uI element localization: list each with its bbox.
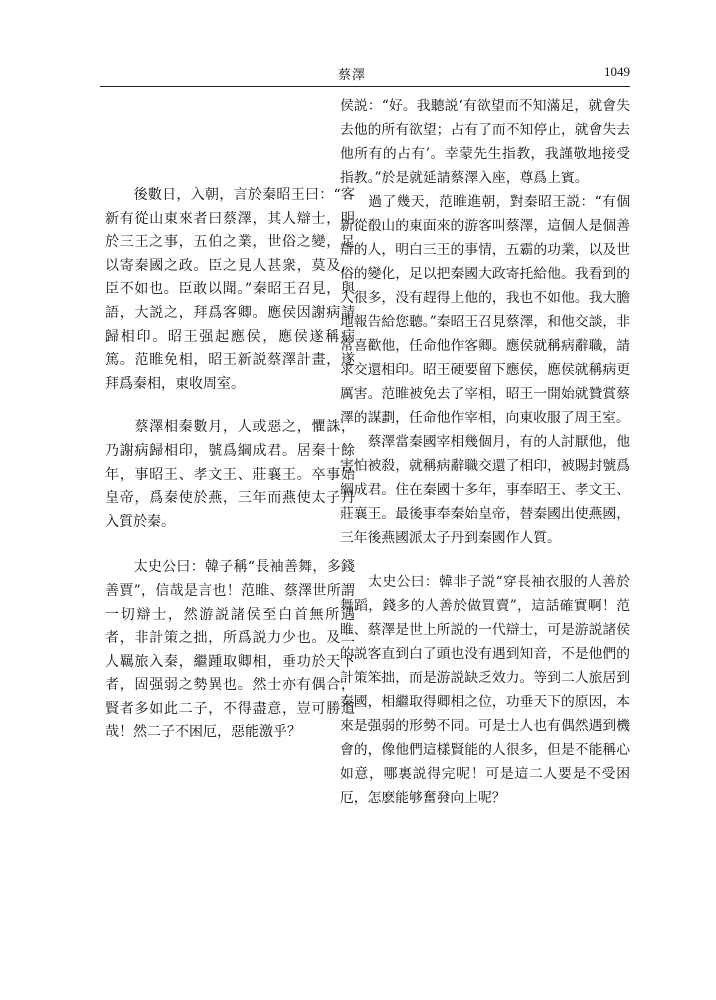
running-title: 蔡澤 (338, 68, 367, 83)
classical-paragraph: 蔡澤相秦數月，人或惡之，懼誅，乃謝病歸相印，號爲綱成君。居秦十餘年，事昭王、孝文王、莊襄王。卒事始皇帝，爲秦使於燕，三年而燕使太子丹入質於秦。 (105, 419, 355, 530)
classical-paragraph: 太史公曰：韓子稱“長袖善舞，多錢善賈”，信哉是言也！范睢、蔡澤世所謂一切辯士，然游説諸侯至白首無所遇者，非計策之拙，所爲説力少也。及二人羈旅入秦，繼踵取卿相，垂功於天下者，固强弱之勢異也。然士亦有偶合，賢者多如此二子，不得盡意，豈可勝道哉！然二子不困厄，惡能激乎？ (105, 559, 355, 741)
translation-paragraph: 侯説：“好。我聽説‘有欲望而不知滿足，就會失去他的所有欲望；占有了而不知停止，就會失去他所有的占有’。幸蒙先生指教，我謹敬地接受指教。”於是就延請蔡澤入座，尊爲上賓。 (340, 98, 630, 186)
classical-paragraph: 後數日，入朝，言於秦昭王曰：“客新有從山東來者曰蔡澤，其人辯士，明於三王之事，五伯之業，世俗之變，足以寄秦國之政。臣之見人甚衆，莫及，臣不如也。臣敢以聞。”秦昭王召見，與語，大説之，拜爲客卿。應侯因謝病請歸相印。昭王强起應侯，應侯遂稱病篤。范睢免相，昭王新説蔡澤計畫，遂拜爲秦相，東收周室。 (105, 187, 355, 392)
translation-column (340, 94, 630, 810)
page-number: 1049 (604, 64, 630, 79)
page-header (100, 64, 630, 84)
translation-paragraph: 太史公曰：韓非子説“穿長袖衣服的人善於舞蹈，錢多的人善於做買賣”，這話確實啊！范睢、蔡澤是世上所説的一代辯士，可是游説諸侯的説客直到白了頭也没有遇到知音，不是他們的計策笨拙，而是游説缺乏效力。等到二人旅居到秦國，相繼取得卿相之位，功垂天下的原因，本來是强弱的形勢不同。可是士人也有偶然遇到機會的，像他們這樣賢能的人很多，但是不能稱心如意，哪裏説得完呢！可是這二人要是不受困厄，怎麽能够奮發向上呢？ (340, 574, 630, 806)
classical-text-column (105, 94, 355, 745)
translation-paragraph: 蔡澤當秦國宰相幾個月，有的人討厭他，他害怕被殺，就稱病辭職交還了相印，被賜封號爲綱成君。住在秦國十多年，事奉昭王、孝文王、莊襄王。最後事奉秦始皇帝，替秦國出使燕國，三年後燕國派太子丹到秦國作人質。 (340, 434, 630, 546)
translation-paragraph: 過了幾天，范睢進朝，對秦昭王説：“有個新從殽山的東面來的游客叫蔡澤，這個人是個善辯的人，明白三王的事情，五霸的功業，以及世俗的變化，足以把秦國大政寄托給他。我看到的人很多，没有趕得上他的，我也不如他。我大膽地報告給您聽。”秦昭王召見蔡澤，和他交談，非常喜歡他，任命他作客卿。應侯就稱病辭職，請求交還相印。昭王硬要留下應侯，應侯就稱病更厲害。范睢被免去了宰相，昭王一開始就贊賞蔡澤的謀劃，任命他作宰相，向東收服了周王室。 (340, 194, 630, 426)
header-rule (100, 86, 630, 87)
